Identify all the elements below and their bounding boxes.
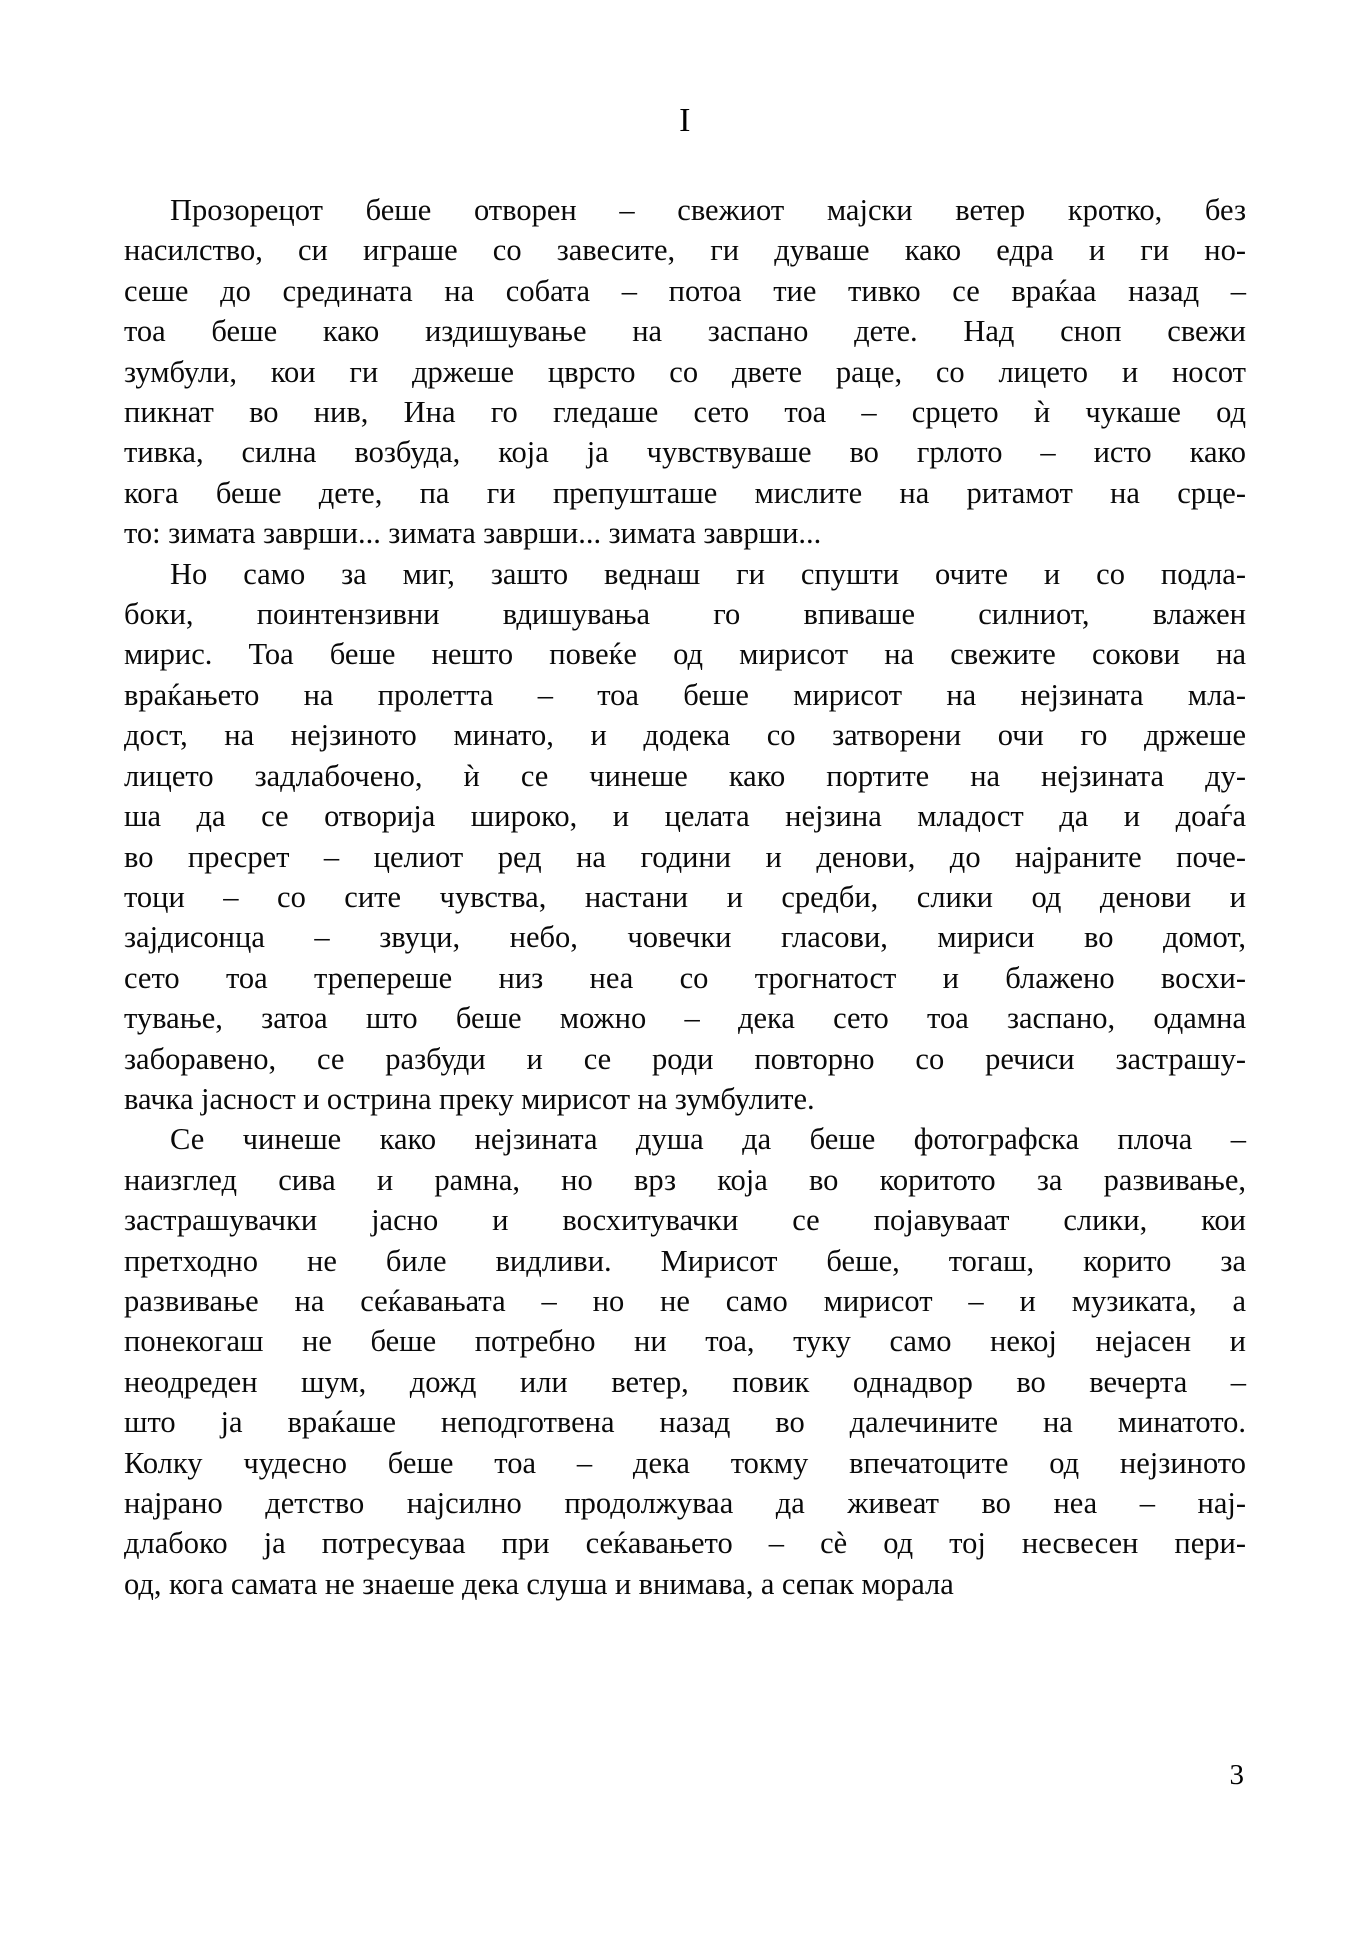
text-line: од, кога самата не знаеше дека слуша и внимава, а сепак морала [124, 1566, 954, 1601]
page-number: 3 [1229, 1759, 1244, 1791]
text-line: Колку чудесно беше тоа – дека токму впечатоците од нејзиното [124, 1445, 1246, 1480]
text-line: мирис. Тоа беше нешто повеќе од мирисот на свежите сокови на [124, 637, 1246, 672]
text-line: сеше до средината на собата – потоа тие тивко се враќаа назад – [124, 273, 1246, 308]
text-line: Прозорецот беше отворен – свежиот мајски ветер кротко, без [170, 193, 1246, 227]
text-line: дост, на нејзиното минато, и додека со затворени очи го држеше [124, 718, 1246, 753]
text-line: заборавено, се разбуди и се роди повторно со речиси застрашу- [124, 1041, 1246, 1076]
text-line: то: зимата заврши... зимата заврши... зимата заврши... [124, 516, 822, 551]
text-line: Се чинеше како нејзината душа да беше фотографска плоча – [170, 1122, 1246, 1157]
text-line: тоци – со сите чувства, настани и средби, слики од денови и [124, 879, 1246, 914]
text-line: лицето задлабочено, ѝ се чинеше како портите на нејзината ду- [124, 758, 1246, 793]
text-line: ша да се отворија широко, и целата нејзина младост да и доаѓа [124, 799, 1246, 834]
text-line: кога беше дете, па ги препушташе мислите на ритамот на срце- [124, 475, 1246, 510]
text-line: зумбули, кои ги држеше цврсто со двете раце, со лицето и носот [124, 354, 1246, 389]
paragraph [124, 554, 1246, 1120]
paragraph [124, 190, 1246, 554]
text-line: боки, поинтензивни вдишувања го впиваше силниот, влажен [124, 597, 1246, 632]
text-line: сето тоа трепереше низ неа со трогнатост и блажено восхи- [124, 960, 1246, 995]
text-line: развивање на сеќавањата – но не само мирисот – и музиката, а [124, 1283, 1246, 1318]
text-line: понекогаш не беше потребно ни тоа, туку само некој нејасен и [124, 1324, 1246, 1359]
text-line: тивка, силна возбуда, која ја чувствуваше во грлото – исто како [124, 435, 1246, 470]
text-line: зајдисонца – звуци, небо, човечки гласови, мириси во домот, [124, 920, 1246, 955]
page-content [124, 104, 1246, 1604]
text-line: враќањето на пролетта – тоа беше мирисот на нејзината мла- [124, 677, 1246, 712]
text-line: наизглед сива и рамна, но врз која во коритото за развивање, [124, 1162, 1246, 1197]
text-line: тување, затоа што беше можно – дека сето тоа заспано, одамна [124, 1001, 1246, 1036]
paragraph [124, 1119, 1246, 1604]
body-text-block [124, 190, 1246, 1604]
text-line: длабоко ја потресуваа при сеќавањето – сè од тој несвесен пери- [124, 1526, 1246, 1561]
text-line: вачка јасност и острина преку мирисот на зумбулите. [124, 1081, 815, 1116]
text-line: најрано детство најсилно продолжуваа да живеат во неа – нај- [124, 1486, 1246, 1520]
text-line: претходно не биле видливи. Мирисот беше, тогаш, корито за [124, 1243, 1246, 1278]
chapter-number-heading: I [679, 102, 691, 139]
text-line: насилство, си играше со завесите, ги дуваше како едра и ги но- [124, 233, 1246, 268]
text-line: во пресрет – целиот ред на години и денови, до најраните поче- [124, 839, 1246, 874]
text-line: што ја враќаше неподготвена назад во далечините на минатото. [124, 1405, 1246, 1440]
text-line: Но само за миг, зашто веднаш ги спушти очите и со подла- [170, 556, 1246, 591]
text-line: застрашувачки јасно и восхитувачки се појавуваат слики, кои [124, 1203, 1246, 1238]
text-line: неодреден шум, дожд или ветер, повик однадвор во вечерта – [124, 1364, 1246, 1399]
text-line: тоа беше како издишување на заспано дете. Над сноп свежи [124, 314, 1246, 349]
text-line: пикнат во нив, Ина го гледаше сето тоа – срцето ѝ чукаше од [124, 395, 1246, 430]
